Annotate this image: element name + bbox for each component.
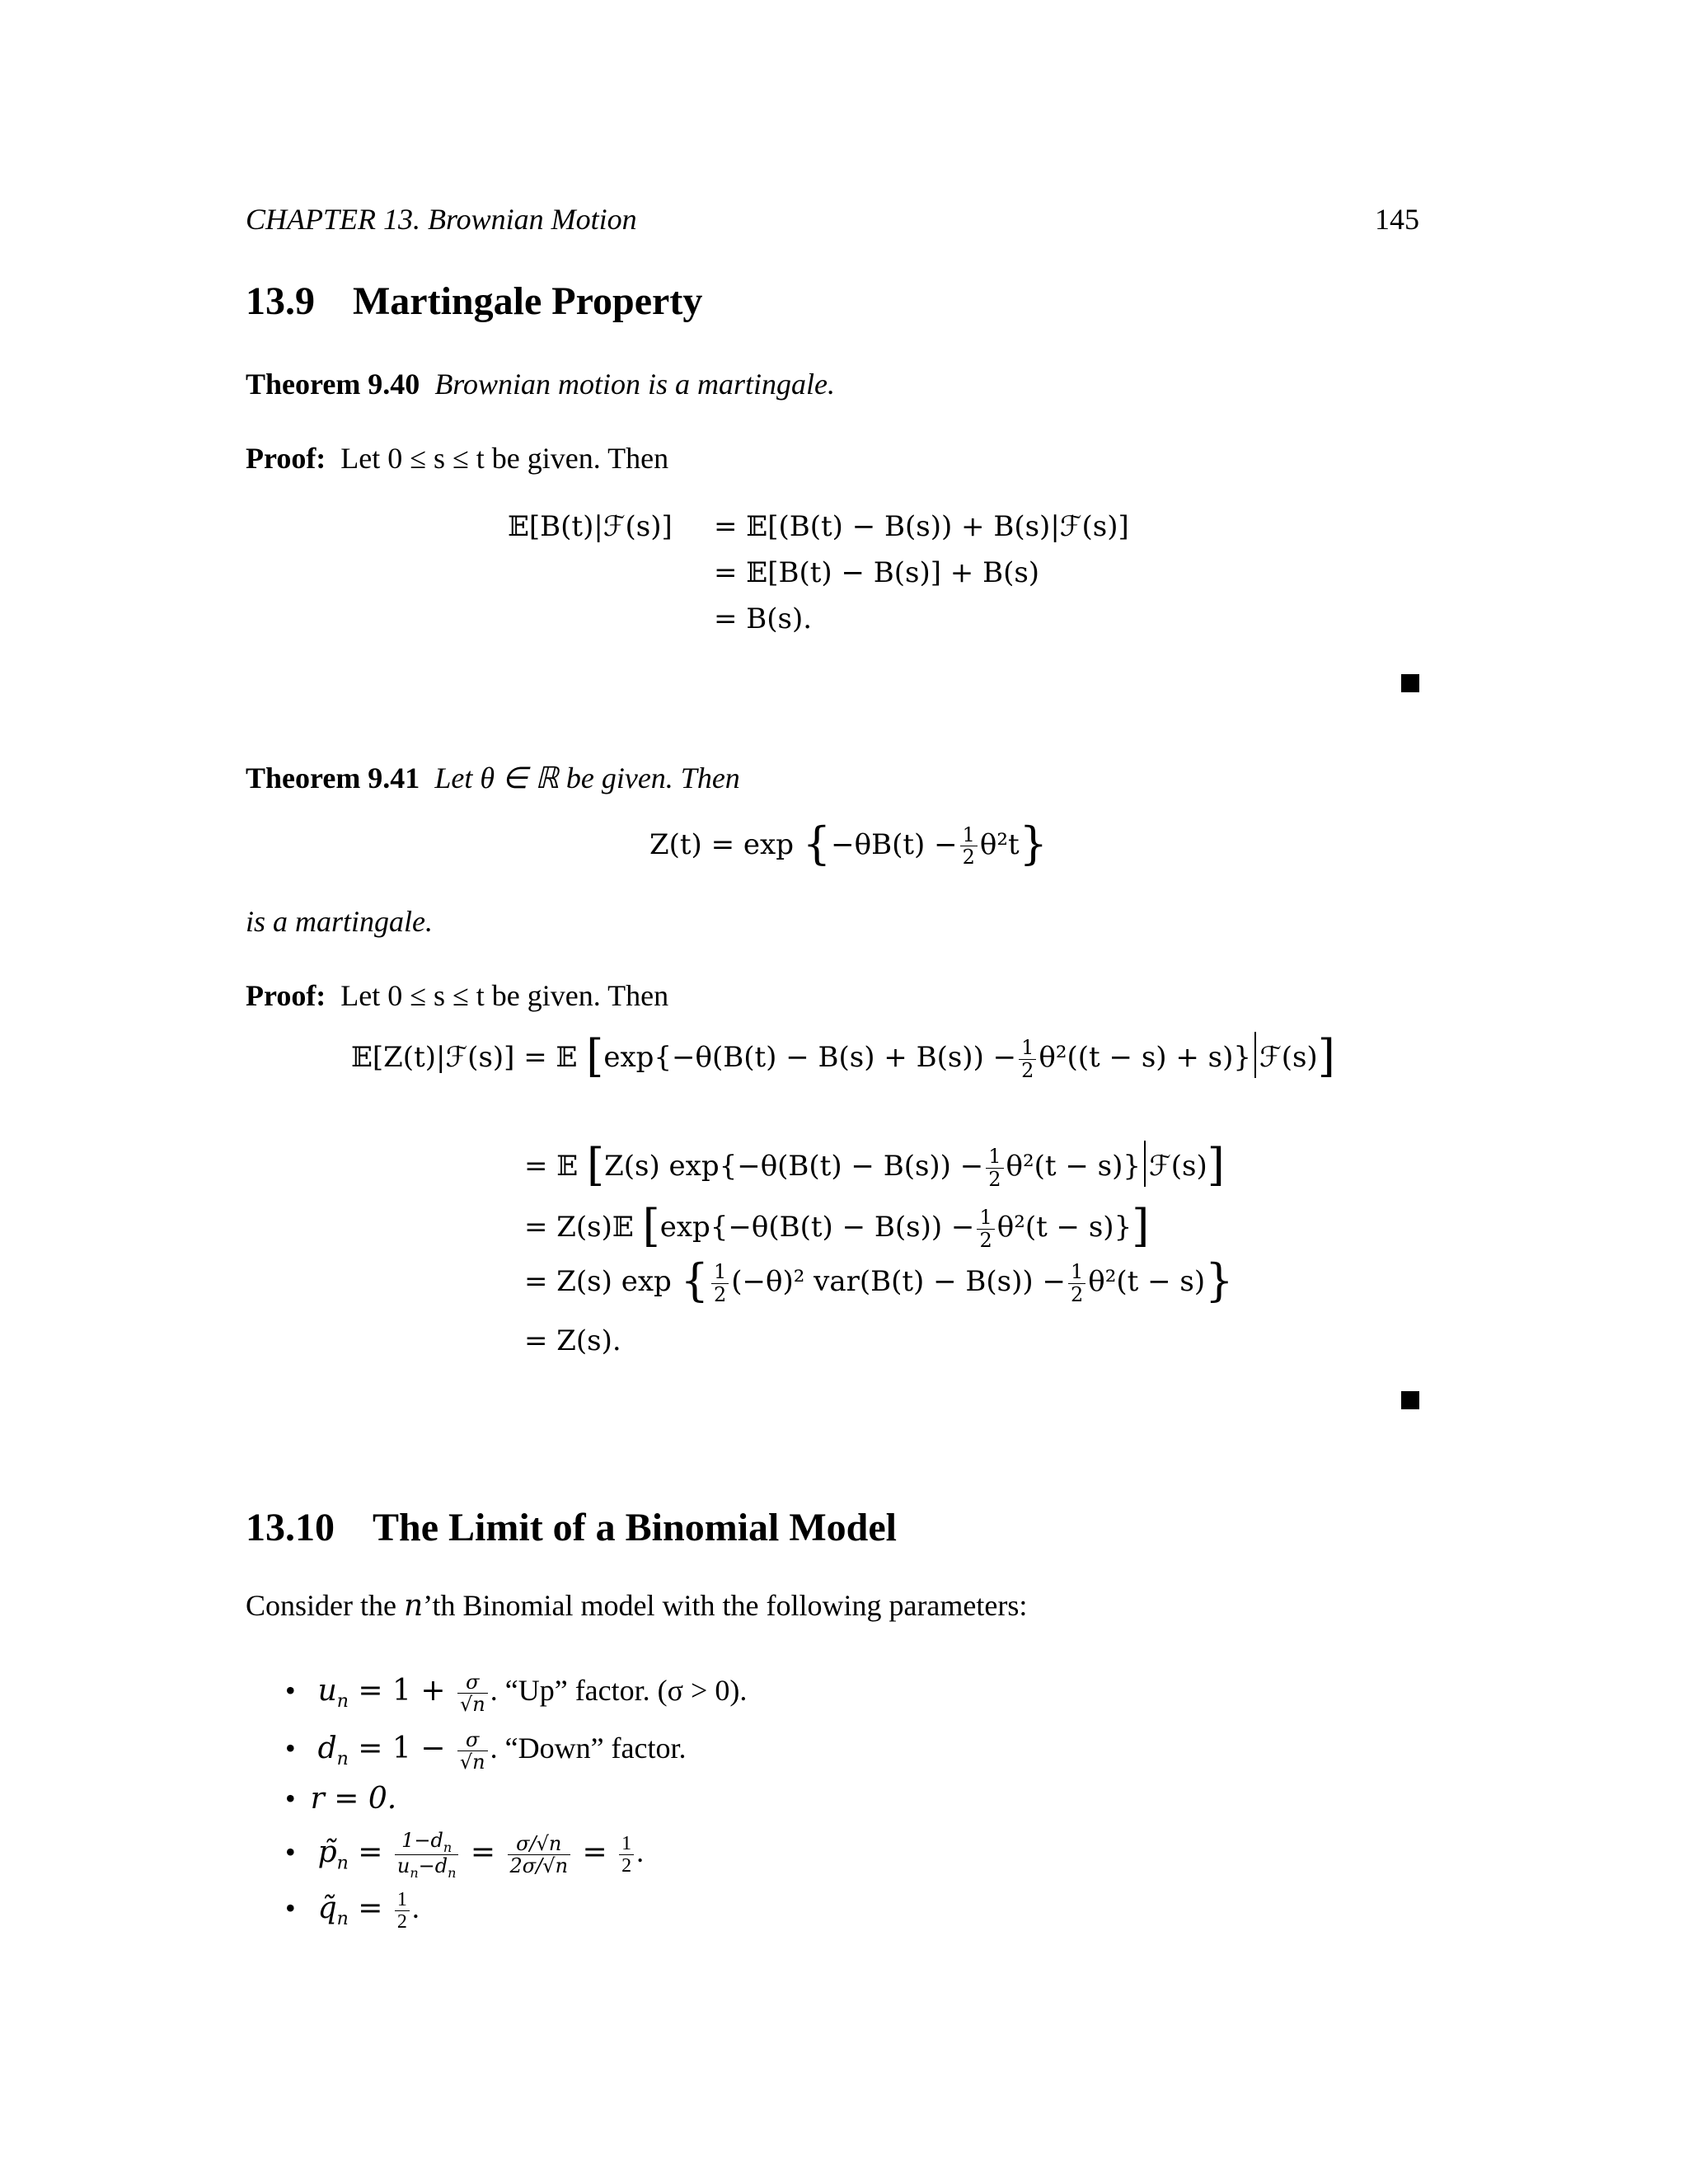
bullet-icon: • [285, 1782, 296, 1815]
intro-variable: n [403, 1589, 424, 1623]
left-bracket: [ [586, 1030, 604, 1082]
display-lhs: Z(t) = exp [649, 827, 794, 861]
right-brace: } [1019, 817, 1048, 869]
fraction-one-half: $\frac{1}{2}$ [1019, 1037, 1036, 1081]
condition: ℱ(s) [1149, 1150, 1207, 1183]
proof-2-line-5: = Z(s). [524, 1324, 621, 1357]
qed-square [1401, 1391, 1419, 1409]
display-tail: θ²t [979, 827, 1020, 861]
proof-intro: Let 0 ≤ s ≤ t be given. Then [340, 442, 669, 475]
fraction-one-half: $\frac{1}{2}$ [960, 824, 978, 869]
list-item-up-factor: • $u_n = 1$ + $\frac{\sigma}{√n}$ . “Up” factor. (σ > 0). [285, 1670, 748, 1717]
line-lhs: = 𝔼 [524, 1150, 579, 1183]
section-number: 13.9 [246, 279, 315, 323]
proof-1-line-1-rhs: = 𝔼[(B(t) − B(s)) + B(s)|ℱ(s)] [714, 510, 1129, 543]
section-heading-13-10 [246, 1508, 897, 1548]
section-heading-13-9 [246, 279, 703, 323]
fraction-one-half: $\frac{1}{2}$ [1068, 1261, 1085, 1305]
fraction-sigma-over: $\frac{\sigma/√n}{2\sigma/√n}$ [508, 1833, 571, 1877]
bullet-icon: • [285, 1732, 296, 1765]
line-lhs: = Z(s)𝔼 [524, 1211, 634, 1244]
proof-1-intro [246, 443, 668, 473]
display-body: −θB(t) − [831, 827, 958, 861]
proof-1-line-2-rhs: = 𝔼[B(t) − B(s)] + B(s) [714, 556, 1040, 589]
line-body: exp{−θ(B(t) − B(s)) − [659, 1211, 975, 1244]
left-bracket: [ [587, 1139, 605, 1191]
fraction-one-half: $\frac{1}{2}$ [395, 1889, 410, 1933]
line-tail: θ²(t − s) [1088, 1265, 1206, 1298]
bullet-icon: • [285, 1674, 296, 1707]
proof-intro: Let 0 ≤ s ≤ t be given. Then [340, 979, 669, 1012]
conditional-bar [1144, 1141, 1146, 1187]
line-body: Z(s) exp{−θ(B(t) − B(s)) − [604, 1150, 984, 1183]
fraction-p-tilde: $\frac{1-d_n}{u_n-d_n}$ [395, 1830, 459, 1881]
right-bracket: ] [1132, 1200, 1150, 1252]
fraction-one-half: $\frac{1}{2}$ [619, 1833, 634, 1877]
left-brace: { [680, 1254, 709, 1306]
proof-2-line-2 [524, 1141, 1225, 1190]
line-mid: (−θ)² var(B(t) − B(s)) − [731, 1265, 1066, 1298]
line-tail: θ²((t − s) + s)} [1039, 1041, 1251, 1074]
proof-label: Proof: [246, 979, 326, 1012]
list-item-interest-rate: • r = 0. [285, 1782, 397, 1816]
theorem-label: Theorem 9.41 [246, 762, 420, 794]
line-lhs: 𝔼[Z(t)|ℱ(s)] = 𝔼 [351, 1041, 578, 1074]
bullet-icon: • [285, 1835, 296, 1869]
bullet-icon: • [285, 1891, 296, 1924]
proof-2-line-3 [524, 1200, 1150, 1252]
line-tail: θ²(t − s)} [996, 1211, 1132, 1244]
proof-1-line-3-rhs: = B(s). [714, 602, 813, 635]
condition: ℱ(s) [1259, 1041, 1318, 1074]
intro-text: ’th Binomial model with the following parameters: [423, 1589, 1028, 1622]
theorem-9-40 [246, 369, 835, 399]
binomial-intro [246, 1591, 1027, 1621]
proof-2-line-1 [351, 1032, 1335, 1081]
left-bracket: [ [642, 1200, 660, 1252]
page-number: 145 [1375, 203, 1419, 236]
intro-text: Consider the [246, 1589, 404, 1622]
proof-1-line-1-lhs: 𝔼[B(t)|ℱ(s)] [508, 510, 673, 543]
running-header: CHAPTER 13. Brownian Motion [246, 203, 637, 236]
list-item-down-factor: • $d_n = 1$ − $\frac{\sigma}{√n}$ . “Down” factor. [285, 1727, 687, 1774]
proof-2-intro [246, 981, 668, 1010]
section-number: 13.10 [246, 1506, 335, 1549]
section-title: Martingale Property [353, 279, 703, 323]
right-bracket: ] [1207, 1139, 1225, 1191]
list-item-p-tilde: • $p̃_n$ = $\frac{1-d_n}{u_n-d_n}$ = $\frac{\sigma/√n}{2\sigma/√n}$ = $\frac{1}{2}$ . [285, 1829, 645, 1882]
proof-label: Proof: [246, 442, 326, 475]
qed-square [1401, 674, 1419, 692]
right-bracket: ] [1317, 1030, 1335, 1082]
fraction-one-half: $\frac{1}{2}$ [977, 1207, 994, 1251]
proof-2-line-4 [524, 1254, 1234, 1306]
theorem-9-41 [246, 763, 740, 793]
fraction-one-half: $\frac{1}{2}$ [986, 1146, 1003, 1190]
fraction-sigma-sqrt-n: $\frac{\sigma}{√n}$ [457, 1671, 488, 1716]
line-lhs: = Z(s) exp [524, 1265, 672, 1298]
left-brace: { [802, 817, 832, 869]
line-body: exp{−θ(B(t) − B(s) + B(s)) − [603, 1041, 1017, 1074]
section-title: The Limit of a Binomial Model [373, 1506, 897, 1549]
theorem-label: Theorem 9.40 [246, 368, 420, 401]
conditional-bar [1254, 1032, 1256, 1078]
right-brace: } [1205, 1254, 1234, 1306]
theorem-statement: Let θ ∈ ℝ be given. Then [434, 762, 740, 794]
theorem-conclusion: is a martingale. [246, 905, 434, 938]
line-tail: θ²(t − s)} [1006, 1150, 1142, 1183]
list-item-q-tilde: • $q̃_n$ = $\frac{1}{2}$ . [285, 1888, 420, 1933]
fraction-one-half: $\frac{1}{2}$ [711, 1261, 729, 1305]
theorem-statement: Brownian motion is a martingale. [434, 368, 835, 401]
fraction-sigma-sqrt-n: $\frac{\sigma}{√n}$ [457, 1729, 488, 1774]
theorem-9-41-display [649, 817, 1048, 869]
